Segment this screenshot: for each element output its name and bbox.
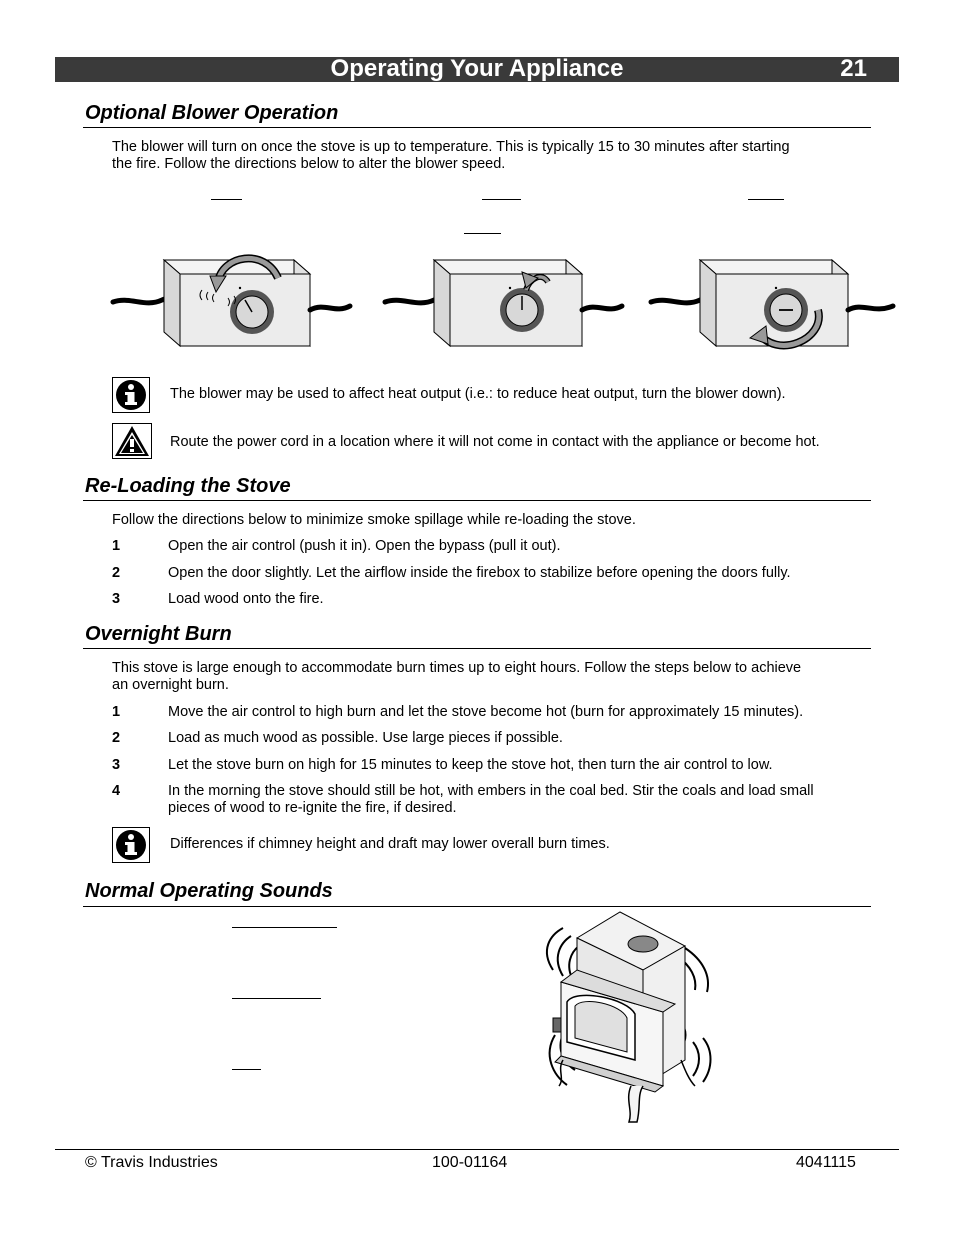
blower-on-illustration [110,250,320,360]
step-text: Let the stove burn on high for 15 minutes to keep the stove hot, then turn the air control to low. [168,757,773,773]
step-number: 1 [112,704,121,720]
info-icon [112,827,150,863]
section-rule [83,127,871,128]
section-rule [83,648,871,649]
step-number: 2 [112,730,121,746]
section-heading-reloading: Re-Loading the Stove [85,475,291,497]
step-text: In the morning the stove should still be hot, with embers in the coal bed. Stir the coals and load small pieces of wood to re-ignite the fire, if desired. [168,783,814,816]
step-number: 3 [112,757,121,773]
step-number: 1 [112,538,121,554]
warning-icon [112,423,152,459]
step-text: Open the air control (push it in). Open the bypass (pull it out). [168,538,561,554]
page-number: 21 [840,55,867,82]
info-note-text: Differences if chimney height and draft may lower overall burn times. [170,836,610,852]
label-underline [232,998,321,999]
warning-note-text: Route the power cord in a location where it will not come in contact with the appliance or become hot. [170,434,820,450]
blower-intro: The blower will turn on once the stove is up to temperature. This is typically 15 to 30 minutes after starting the fire. Follow the directions below to alter the blower speed. [112,139,790,172]
reloading-intro: Follow the directions below to minimize smoke spillage while re-loading the stove. [112,512,636,528]
page-header-banner [55,57,899,82]
step-text: Load wood onto the fire. [168,591,324,607]
footer-rule [55,1149,899,1150]
step-text: Open the door slightly. Let the airflow inside the firebox to stabilize before opening the doors fully. [168,565,791,581]
info-icon [112,377,150,413]
page-title: Operating Your Appliance [330,55,624,82]
step-text: Load as much wood as possible. Use large pieces if possible. [168,730,563,746]
label-underline [464,233,501,234]
label-underline [232,1069,261,1070]
step-number: 3 [112,591,121,607]
footer-code: 4041115 [796,1154,856,1171]
blower-adjust-illustration [382,250,632,360]
label-underline [482,199,521,200]
section-rule [83,906,871,907]
label-underline [748,199,784,200]
label-underline [232,927,337,928]
section-heading-blower: Optional Blower Operation [85,102,339,124]
section-heading-overnight: Overnight Burn [85,623,232,645]
footer-document-number: 100-01164 [432,1154,508,1171]
footer-company: © Travis Industries [85,1154,218,1171]
info-note-text: The blower may be used to affect heat output (i.e.: to reduce heat output, turn the blower down). [170,386,786,402]
stove-illustration [535,910,725,1130]
overnight-intro: This stove is large enough to accommodate burn times up to eight hours. Follow the steps below to achieve an overnight burn. [112,660,802,693]
section-heading-sounds: Normal Operating Sounds [85,880,333,902]
step-text: Move the air control to high burn and let the stove become hot (burn for approximately 15 minutes). [168,704,804,720]
blower-off-illustration [648,250,908,360]
step-number: 4 [112,783,121,799]
label-underline [211,199,242,200]
section-rule [83,500,871,501]
step-number: 2 [112,565,121,581]
